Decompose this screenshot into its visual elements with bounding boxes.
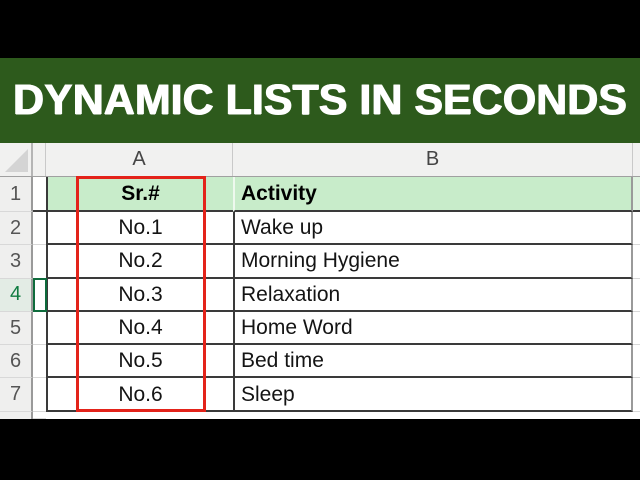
letterbox-top bbox=[0, 0, 640, 58]
table-row bbox=[0, 177, 640, 212]
row-header-6[interactable]: 6 bbox=[0, 345, 33, 378]
select-all-triangle-icon bbox=[5, 149, 28, 172]
cell-b1-activity-header[interactable]: Activity bbox=[233, 177, 633, 212]
gutter-cell[interactable] bbox=[33, 177, 46, 212]
spreadsheet bbox=[0, 143, 640, 419]
column-header-b[interactable]: B bbox=[233, 143, 633, 176]
cell-b2[interactable]: Wake up bbox=[233, 212, 633, 245]
row-header-7[interactable]: 7 bbox=[0, 378, 33, 411]
select-all-button[interactable] bbox=[0, 143, 33, 176]
table-row bbox=[0, 378, 640, 411]
gutter-cell[interactable] bbox=[33, 345, 46, 378]
page-title: DYNAMIC LISTS IN SECONDS bbox=[13, 76, 627, 124]
row-header-4-active[interactable]: 4 bbox=[0, 279, 33, 312]
cell-b5[interactable]: Home Word bbox=[233, 312, 633, 345]
cell-a5[interactable]: No.4 bbox=[46, 312, 233, 345]
cell-b4[interactable]: Relaxation bbox=[233, 279, 633, 312]
table-row-partial bbox=[0, 412, 640, 419]
cell-b7[interactable]: Sleep bbox=[233, 378, 633, 411]
title-banner bbox=[0, 58, 640, 143]
table-row bbox=[0, 245, 640, 278]
cell-a7[interactable]: No.6 bbox=[46, 378, 233, 411]
gutter-cell[interactable] bbox=[33, 312, 46, 345]
column-header-row bbox=[0, 143, 640, 177]
gutter-cell[interactable] bbox=[33, 245, 46, 278]
edge-cell bbox=[633, 245, 640, 278]
cell-a6[interactable]: No.5 bbox=[46, 345, 233, 378]
edge-cell bbox=[633, 312, 640, 345]
edge-cell bbox=[633, 279, 640, 312]
cell-b6[interactable]: Bed time bbox=[233, 345, 633, 378]
row-header-8-partial bbox=[0, 412, 33, 419]
cell-b3[interactable]: Morning Hygiene bbox=[233, 245, 633, 278]
edge-cell bbox=[633, 378, 640, 411]
table-row bbox=[0, 312, 640, 345]
row-header-2[interactable]: 2 bbox=[0, 212, 33, 245]
table-row bbox=[0, 345, 640, 378]
cell-a3[interactable]: No.2 bbox=[46, 245, 233, 278]
letterbox-bottom bbox=[0, 419, 640, 480]
cell-a2[interactable]: No.1 bbox=[46, 212, 233, 245]
edge-cell bbox=[633, 212, 640, 245]
column-header-edge bbox=[633, 143, 640, 176]
gutter-cell bbox=[33, 412, 46, 419]
row-header-5[interactable]: 5 bbox=[0, 312, 33, 345]
column-header-a[interactable]: A bbox=[46, 143, 233, 176]
row-header-3[interactable]: 3 bbox=[0, 245, 33, 278]
edge-cell bbox=[633, 345, 640, 378]
gutter-cell[interactable] bbox=[33, 212, 46, 245]
table-row bbox=[0, 279, 640, 312]
gutter-cell[interactable] bbox=[33, 378, 46, 411]
cell-a4[interactable]: No.3 bbox=[46, 279, 233, 312]
row-header-1[interactable]: 1 bbox=[0, 177, 33, 212]
cell-a1-sr-header[interactable]: Sr.# bbox=[46, 177, 233, 212]
active-cell-selection-border bbox=[33, 278, 47, 312]
column-header-gutter[interactable] bbox=[33, 143, 46, 176]
table-row bbox=[0, 212, 640, 245]
edge-cell bbox=[633, 177, 640, 212]
